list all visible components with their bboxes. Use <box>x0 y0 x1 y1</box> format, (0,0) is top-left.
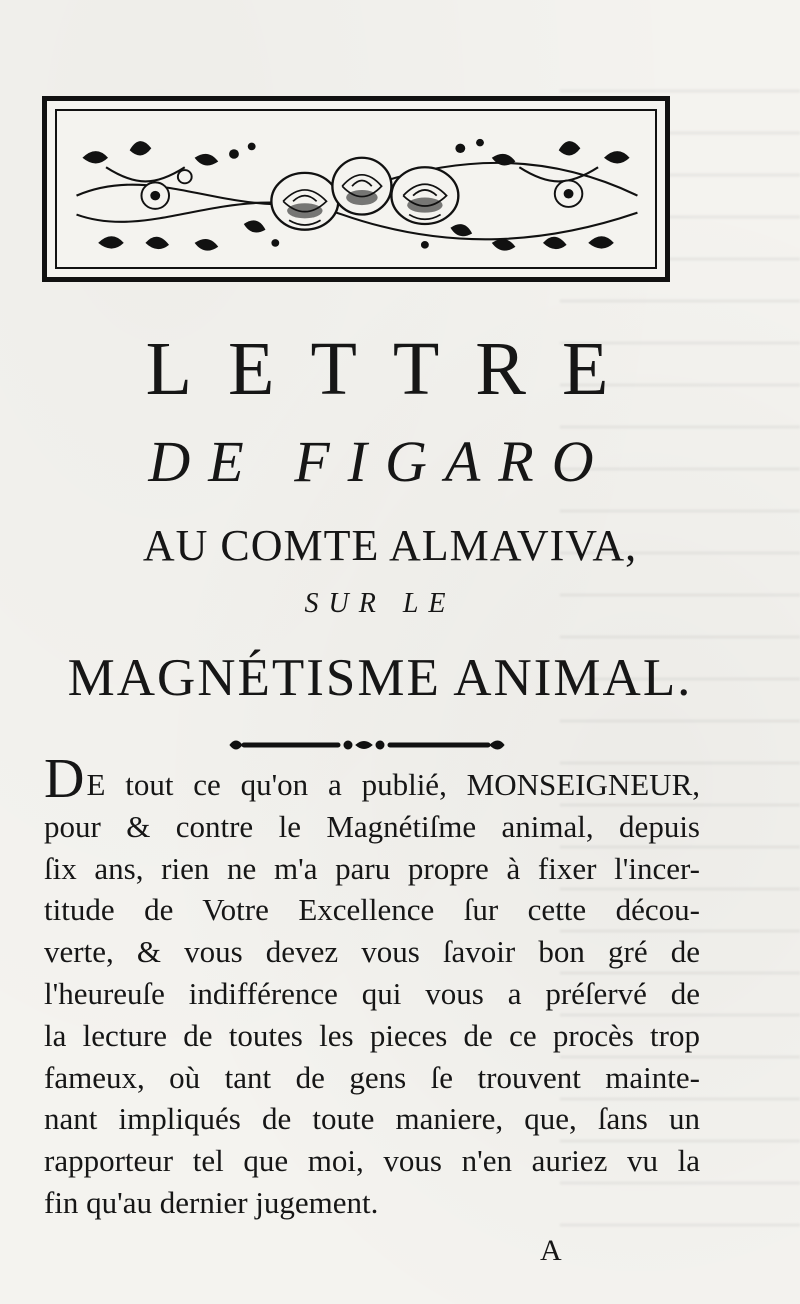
drop-cap: D <box>44 748 85 810</box>
title-lettre: LETTRE <box>145 327 645 411</box>
body-line-11: fin qu'au dernier jugement. <box>44 1184 379 1220</box>
body-line-3: ſix ans, rien ne m'a paru propre à fixer l'incer- <box>44 850 700 886</box>
title-magnetisme-animal: MAGNÉTISME ANIMAL. <box>67 649 693 707</box>
floral-garland-icon <box>47 101 665 277</box>
body-line-7: la lecture de toutes les pieces de ce procès trop <box>44 1017 700 1053</box>
body-line-6: l'heureuſe indifférence qui vous a préſervé de <box>44 975 700 1011</box>
letter-body <box>44 748 700 1224</box>
body-line-4: titude de Votre Excellence ſur cette décou- <box>44 892 700 928</box>
title-de-figaro: DE FIGARO <box>148 429 612 494</box>
body-line-1-text: E tout ce qu'on a publié, MONSEIGNEUR, <box>86 767 700 802</box>
body-line-9: nant impliqués de toute maniere, que, ſans un <box>44 1101 700 1137</box>
body-line-8: fameux, où tant de gens ſe trouvent mainte- <box>44 1059 700 1095</box>
body-line-10: rapporteur tel que moi, vous n'en auriez vu la <box>44 1143 700 1179</box>
floral-headpiece-ornament <box>42 96 670 282</box>
title-sur-le: SUR LE <box>304 588 456 619</box>
body-line-2: pour & contre le Magnétiſme animal, depuis <box>44 808 700 844</box>
signature-mark: A <box>540 1234 562 1267</box>
title-au-comte-almaviva: AU COMTE ALMAVIVA, <box>142 521 638 570</box>
divider-rule-ornament <box>228 734 506 756</box>
body-line-1 <box>44 748 700 810</box>
body-line-5: verte, & vous devez vous ſavoir bon gré de <box>44 934 700 970</box>
